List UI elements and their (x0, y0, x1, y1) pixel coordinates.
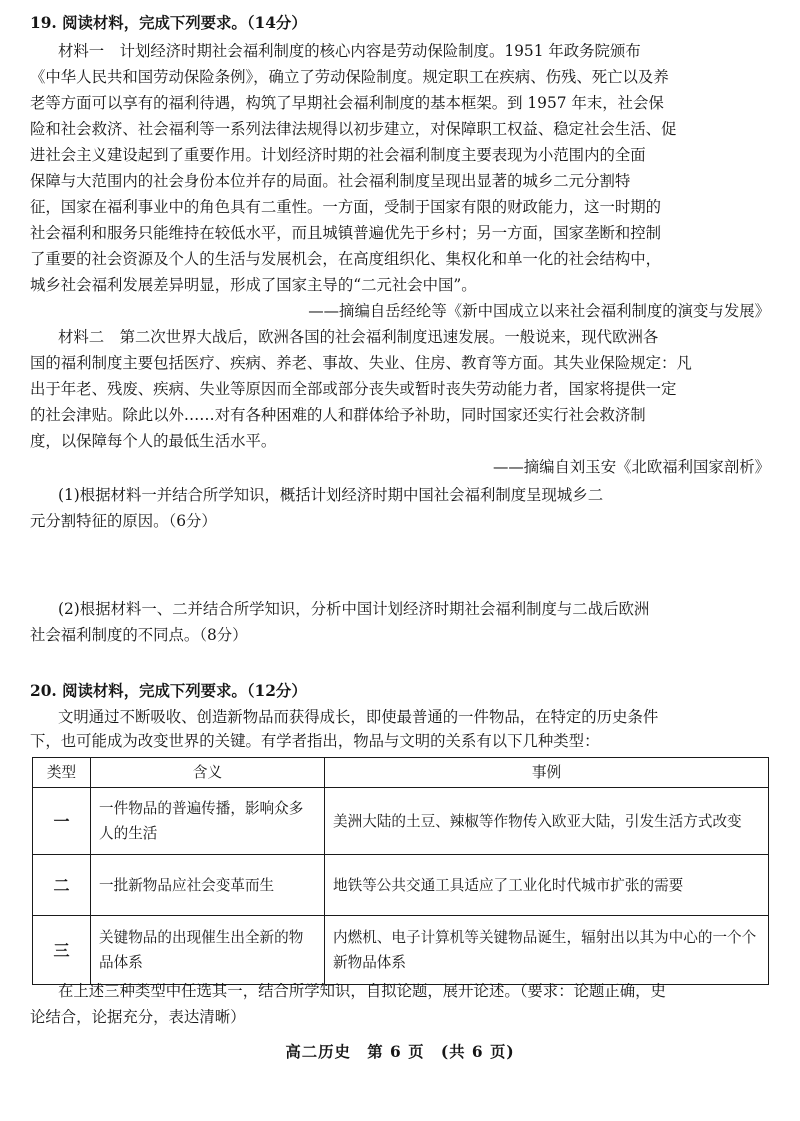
material-2-line: 的社会津贴。除此以外……对有各种困难的人和群体给予补助，同时国家还实行社会救济制 (30, 406, 646, 424)
meaning-cell: 关键物品的出现催生出全新的物品体系 (91, 916, 325, 985)
meaning-cell: 一批新物品应社会变革而生 (91, 855, 325, 916)
table-row (33, 916, 769, 985)
material-1-line: 保障与大范围内的社会身份本位并存的局面。社会福利制度呈现出显著的城乡二元分割特 (30, 172, 631, 190)
sub-question-2-line: 社会福利制度的不同点。（8分） (30, 626, 248, 644)
type-table (32, 757, 769, 985)
example-cell: 地铁等公共交通工具适应了工业化时代城市扩张的需要 (325, 855, 769, 916)
question-19-heading: 19. 阅读材料，完成下列要求。（14分） (30, 14, 307, 32)
material-2-line: 国的福利制度主要包括医疗、疾病、养老、事故、失业、住房、教育等方面。其失业保险规定：凡 (30, 354, 692, 372)
material-2-source: ——摘编自刘玉安《北欧福利国家剖析》 (492, 458, 770, 476)
table-row (33, 788, 769, 855)
material-2-line: 材料二 第二次世界大战后，欧洲各国的社会福利制度迅速发展。一般说来，现代欧洲各 (58, 328, 659, 346)
question-20-task-line: 在上述三种类型中任选其一，结合所学知识，自拟论题，展开论述。（要求：论题正确，史 (58, 982, 666, 1000)
type-cell: 一 (33, 788, 91, 855)
material-1-line: 材料一 计划经济时期社会福利制度的核心内容是劳动保险制度。1951 年政务院颁布 (58, 42, 641, 60)
question-20-task-line: 论结合，论据充分，表达清晰） (30, 1008, 246, 1026)
material-1-line: 老等方面可以享有的福利待遇，构筑了早期社会福利制度的基本框架。到 1957 年末，社会保 (30, 94, 664, 112)
material-1-line: 险和社会救济、社会福利等一系列法律法规得以初步建立，对保障职工权益、稳定社会生活、促 (30, 120, 677, 138)
type-cell: 二 (33, 855, 91, 916)
type-cell: 三 (33, 916, 91, 985)
type-table-header-row (33, 758, 769, 788)
material-1-line: 《中华人民共和国劳动保险条例》，确立了劳动保险制度。规定职工在疾病、伤残、死亡以及养 (30, 68, 669, 86)
question-20-intro-line: 文明通过不断吸收、创造新物品而获得成长，即使最普通的一件物品，在特定的历史条件 (58, 708, 659, 726)
type-table-header: 类型 (33, 758, 91, 788)
question-20-heading: 20. 阅读材料，完成下列要求。（12分） (30, 682, 307, 700)
question-20-intro-line: 下，也可能成为改变世界的关键。有学者指出，物品与文明的关系有以下几种类型： (30, 732, 600, 750)
meaning-cell: 一件物品的普遍传播，影响众多人的生活 (91, 788, 325, 855)
material-1-line: 征，国家在福利事业中的角色具有二重性。一方面，受制于国家有限的财政能力，这一时期的 (30, 198, 662, 216)
material-1-line: 社会福利和服务只能维持在较低水平，而且城镇普遍优先于乡村；另一方面，国家垄断和控制 (30, 224, 662, 242)
material-2-line: 出于年老、残废、疾病、失业等原因而全部或部分丧失或暂时丧失劳动能力者，国家将提供一定 (30, 380, 677, 398)
table-row (33, 855, 769, 916)
sub-question-2-line: (2)根据材料一、二并结合所学知识，分析中国计划经济时期社会福利制度与二战后欧洲 (58, 600, 650, 618)
page-footer: 高二历史 第 6 页 (共 6 页) (285, 1043, 515, 1061)
type-table-header: 含义 (91, 758, 325, 788)
material-1-source: ——摘编自岳经纶等《新中国成立以来社会福利制度的演变与发展》 (308, 302, 770, 320)
material-2-line: 度，以保障每个人的最低生活水平。 (30, 432, 277, 450)
type-table-header: 事例 (325, 758, 769, 788)
example-cell: 美洲大陆的土豆、辣椒等作物传入欧亚大陆，引发生活方式改变 (325, 788, 769, 855)
material-1-line: 了重要的社会资源及个人的生活与发展机会，在高度组织化、集权化和单一化的社会结构中， (30, 250, 662, 268)
sub-question-1-line: (1)根据材料一并结合所学知识，概括计划经济时期中国社会福利制度呈现城乡二 (58, 486, 604, 504)
material-1-line: 进社会主义建设起到了重要作用。计划经济时期的社会福利制度主要表现为小范围内的全面 (30, 146, 646, 164)
sub-question-1-line: 元分割特征的原因。（6分） (30, 512, 217, 530)
material-1-line: 城乡社会福利发展差异明显，形成了国家主导的“二元社会中国”。 (30, 276, 477, 294)
example-cell: 内燃机、电子计算机等关键物品诞生，辐射出以其为中心的一个个新物品体系 (325, 916, 769, 985)
